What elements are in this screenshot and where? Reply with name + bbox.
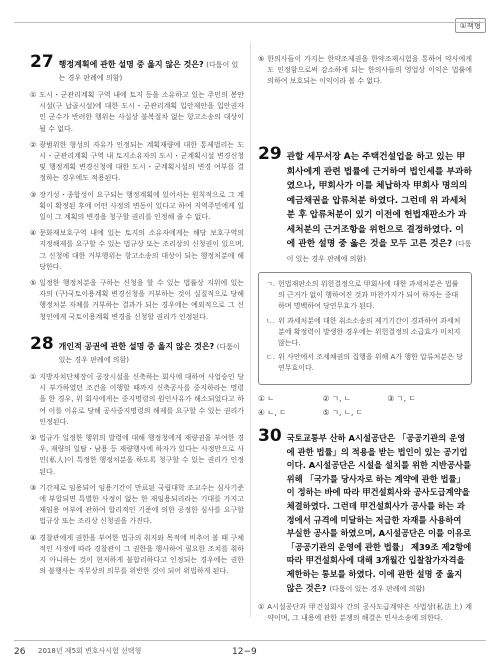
question-header xyxy=(258,428,472,596)
option-3 xyxy=(30,190,244,224)
question-30 xyxy=(258,428,472,630)
exam-code: 12−9 xyxy=(232,647,257,657)
footer-rule xyxy=(14,640,486,641)
statement-marker: ㄱ. xyxy=(266,280,275,288)
option-text: 법규가 일정한 행위의 발령에 대해 행정청에게 재량권을 부여한 경우, 재량의 일탈・남용 등 재량행사에 하자가 있다는 사정만으로 사인(私人)이 특정한 행정처분을 하도록 청구할 수 있는 권리가 인정된다. xyxy=(39,434,244,476)
question-number: 30 xyxy=(258,426,282,446)
question-text: 행정계획에 관한 설명 중 옳지 않은 것은? xyxy=(58,60,204,69)
question-stem xyxy=(59,341,244,366)
choice-5: ⑤ ㄱ, ㄴ, ㄷ xyxy=(322,407,364,417)
question-stem xyxy=(287,150,472,266)
option-marker: ⑤ xyxy=(30,279,37,288)
question-header xyxy=(258,146,472,266)
option-text: 일정한 행정처분을 구하는 신청을 할 수 있는 법률상 지위에 있는 자의 (구)국토이용계획 변경신청을 거부하는 것이 실질적으로 당해 행정처분 자체를 거부하는 결과가 되는 경우에는 예외적으로 그 신청인에게 국토이용계획 변경을 신청할 권리가 인정된다. xyxy=(39,279,244,321)
option-5 xyxy=(258,54,472,88)
question-number: 27 xyxy=(30,52,54,72)
question-note: (다툼이 있는 경우 판례에 의함) xyxy=(286,240,472,263)
question-header xyxy=(30,54,244,84)
option-marker: ③ xyxy=(30,483,37,492)
option-marker: ② xyxy=(30,434,37,443)
option-text: 기간제로 임용되어 임용기간이 만료된 국립대학 조교수는 심사기준에 부합되면 특별한 사정이 없는 한 재임용되리라는 기대를 가지고 재임용 여부에 관하여 합리적인 기준에 의한 공정한 심사를 요구할 법규상 또는 조리상 신청권을 가진다. xyxy=(39,483,244,526)
statement-item xyxy=(266,352,464,374)
question-text: 국토교통부 산하 A시설공단은 「공공기관의 운영에 관한 법률」의 적용을 받는 법인이 있는 공기업이다. A시설공단은 시설을 설치를 위한 지반공사를 위해 「국가를 당사자로 하는 계약에 관한 법률」이 정하는 바에 따라 甲건설회사와 공사도급계약을 체결하였다. 그런데 甲건설회사가 공사를 하는 과정에서 규격에 미달하는 저급한 자재를 사용하여 부실한 공사를 하였으며, A시설공단은 이를 이유로 「공공기관의 운영에 관한 법률」 제39조 제2항에 따라 甲건설회사에 대해 3개월간 입찰참가자격을 제한하는 통보를 하였다. 이에 관한 설명 중 옳지 않은 것은? xyxy=(286,433,472,593)
options-list xyxy=(30,90,244,323)
option-1 xyxy=(30,90,244,135)
question-27 xyxy=(30,54,244,328)
choice-4: ④ ㄴ, ㄷ xyxy=(258,407,287,417)
answer-choices xyxy=(258,393,472,418)
question-note: (다툼이 있는 경우 판례에 의함) xyxy=(58,343,240,364)
option-2 xyxy=(30,433,244,478)
option-marker: ⑤ xyxy=(258,55,265,63)
statement-marker: ㄷ. xyxy=(266,353,275,362)
question-29 xyxy=(258,146,472,418)
option-1 xyxy=(258,602,472,624)
statement-box xyxy=(258,272,472,385)
option-text: A시설공단과 甲건설회사 간의 공사도급계약은 사법상(私法上) 계약이며, 그 내용에 관한 분쟁의 해결은 민사소송에 의한다. xyxy=(267,603,472,623)
statement-item xyxy=(266,279,464,313)
option-text: 문화재보호구역 내에 있는 토지의 소유자에게는 해당 보호구역의 지정해제를 요구할 수 있는 법규상 또는 조리상의 신청권이 있으며, 그 신청에 대한 거부행위는 항고소송의 대상이 되는 행정처분에 해당한다. xyxy=(39,229,244,271)
choice-3: ③ ㄱ, ㄷ xyxy=(387,393,416,403)
option-marker: ④ xyxy=(30,533,37,542)
question-28-continued xyxy=(258,54,472,93)
option-marker: ① xyxy=(30,373,37,381)
option-marker: ① xyxy=(30,91,37,99)
option-2 xyxy=(30,140,244,185)
statement-item xyxy=(266,316,464,350)
option-text: 도시・군관리계획 구역 내에 토지 등을 소유하고 있는 주민의 봉안시설(구 납골시설)에 대한 도시・군관리계획 입안제안을 입안권자인 군수가 반려한 행위는 사실상 불복절차 없는 항고소송의 대상이 될 수 없다. xyxy=(39,91,244,133)
question-text: 관할 세무서장 A는 주택건설업을 하고 있는 甲회사에게 관련 법률에 근거하여 법인세를 부과하였으나, 甲회사가 이를 체납하자 甲회사 명의의 예금채권을 압류처분 하였다. 그런데 위 과세처분 후 압류처분이 있기 이전에 헌법재판소가 과세처분의 근거조항을 위헌으로 결정하였다. 이에 관한 설명 중 옳은 것을 모두 고른 것은? xyxy=(286,152,472,249)
question-stem xyxy=(287,432,472,596)
option-text: 경찰관에게 권한을 부여한 법규의 취지와 목적에 비추어 볼 때 구체적인 사정에 따라 경찰관이 그 권한을 행사하여 필요한 조치를 취하지 아니하는 것이 현저하게 불합리하다고 인정되는 경우에는 권한의 불행사는 직무상의 의무를 위반한 것이 되어 위법하게 된다. xyxy=(39,533,244,576)
question-note: (다툼이 있는 경우 판례에 의함) xyxy=(58,61,239,82)
book-title: 2018년 제5회 변호사시험 선택형 xyxy=(38,647,142,655)
choice-2: ② ㄱ, ㄴ xyxy=(322,393,352,403)
option-4 xyxy=(30,533,244,578)
option-5 xyxy=(30,278,244,323)
option-text: 지방자치단체장이 공장시설을 신축하는 회사에 대하여 사업승인 당시 부가하였던 조건을 이행할 때까지 신축공사를 중지하라는 명령을 한 경우, 위 회사에게는 중지명령의 원인사유가 해소되었다고 하여 이를 이유로 당해 공사중지명령의 해제를 요구할 수 있는 권리가 인정된다. xyxy=(39,373,244,426)
question-header xyxy=(30,336,244,366)
page-number: 26 xyxy=(14,647,26,657)
option-marker: ③ xyxy=(30,190,37,199)
option-marker: ④ xyxy=(30,229,37,238)
option-text: 장기성・종합성이 요구되는 행정계획에 있어서는 원칙적으로 그 계획이 확정된 후에 어떤 사정의 변동이 있다고 하여 지역주민에게 일일이 그 계획의 변경을 청구할 권리를 인정해 줄 수 없다. xyxy=(39,190,244,222)
statement-text: 헌법재판소의 위헌결정으로 甲회사에 대한 과세처분은 법률의 근거가 없이 행하여진 것과 마찬가지가 되어 하자는 중대하며 명백하여 당연무효가 된다. xyxy=(278,280,459,311)
option-text: 한의사들이 가지는 한약조제권을 한약조제시험을 통하여 약사에게도 인정함으로써 감소하게 되는 한의사들의 영업상 이익은 법률에 의하여 보호되는 이익이라 볼 수 없다. xyxy=(267,55,472,86)
statement-marker: ㄴ. xyxy=(266,316,275,325)
question-28 xyxy=(30,336,244,582)
question-note: (다툼이 있는 경우 판례에 의함) xyxy=(329,584,425,593)
option-marker: ① xyxy=(258,603,265,612)
header-rule xyxy=(14,22,486,23)
exam-type-badge: ①책형 xyxy=(455,18,486,33)
statement-text: 위 과세처분에 대한 취소소송의 제기기간이 경과하여 과세처분에 확정력이 발생한 경우에는 위헌결정의 소급효가 미치지 않는다. xyxy=(278,316,461,348)
question-number: 29 xyxy=(258,144,282,164)
option-4 xyxy=(30,228,244,273)
option-marker: ② xyxy=(30,140,37,149)
question-number: 28 xyxy=(30,334,54,354)
option-text: 광범위한 형성의 자유가 인정되는 계획재량에 대한 통제법리는 도시・군관리계획 구역 내 토지소유자의 도시・군계획시설 변경신청 및 행정계획 변경신청에 대한 도시・군계획시설의 변경 여부를 결정하는 경우에도 적용된다. xyxy=(39,140,244,183)
choice-1: ① ㄴ xyxy=(258,393,275,403)
column-divider xyxy=(250,42,251,617)
options-list xyxy=(30,372,244,577)
option-1 xyxy=(30,372,244,428)
options-list xyxy=(258,602,472,624)
option-3 xyxy=(30,483,244,528)
question-text: 개인적 공권에 관한 설명 중 옳지 않은 것은? xyxy=(58,342,215,351)
question-stem xyxy=(59,59,244,84)
statement-text: 위 사안에서 조세채권의 집행을 위해 A가 행한 압류처분은 당연무효이다. xyxy=(278,353,463,373)
